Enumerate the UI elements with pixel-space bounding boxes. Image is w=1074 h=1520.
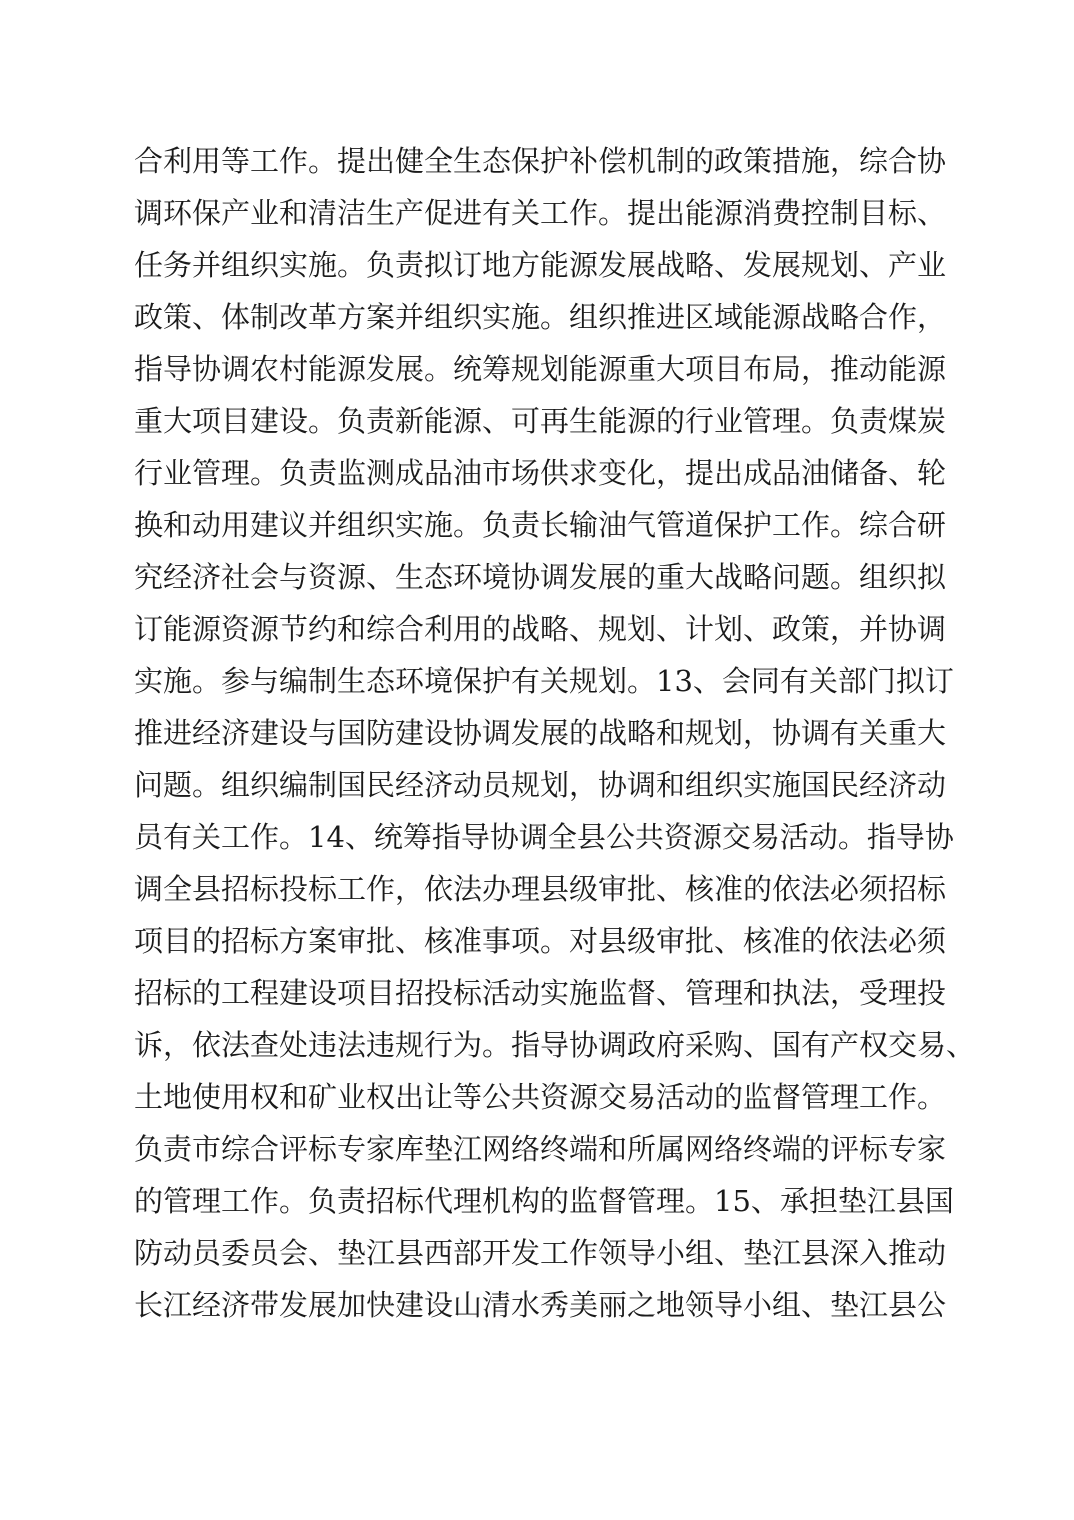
text-line: 究经济社会与资源、生态环境协调发展的重大战略问题。组织拟 bbox=[134, 560, 947, 594]
text-line: 负责市综合评标专家库垫江网络终端和所属网络终端的评标专家 bbox=[134, 1132, 947, 1166]
text-line: 调环保产业和清洁生产促进有关工作。提出能源消费控制目标、 bbox=[134, 196, 947, 230]
text-line: 换和动用建议并组织实施。负责长输油气管道保护工作。综合研 bbox=[134, 508, 947, 542]
text-line: 调全县招标投标工作，依法办理县级审批、核准的依法必须招标 bbox=[134, 872, 947, 906]
text-line: 政策、体制改革方案并组织实施。组织推进区域能源战略合作， bbox=[134, 300, 947, 334]
text-line: 土地使用权和矿业权出让等公共资源交易活动的监督管理工作。 bbox=[134, 1080, 947, 1114]
text-line: 推进经济建设与国防建设协调发展的战略和规划，协调有关重大 bbox=[134, 716, 947, 750]
text-line: 防动员委员会、垫江县西部开发工作领导小组、垫江县深入推动 bbox=[134, 1236, 947, 1270]
text-line: 订能源资源节约和综合利用的战略、规划、计划、政策，并协调 bbox=[134, 612, 947, 646]
text-line: 招标的工程建设项目招投标活动实施监督、管理和执法，受理投 bbox=[134, 976, 947, 1010]
text-line: 长江经济带发展加快建设山清水秀美丽之地领导小组、垫江县公 bbox=[134, 1288, 947, 1322]
text-line: 合利用等工作。提出健全生态保护补偿机制的政策措施，综合协 bbox=[134, 144, 947, 178]
text-line: 的管理工作。负责招标代理机构的监督管理。15、承担垫江县国 bbox=[134, 1184, 954, 1218]
text-line: 问题。组织编制国民经济动员规划，协调和组织实施国民经济动 bbox=[134, 768, 947, 802]
body-text bbox=[134, 135, 976, 1331]
text-line: 实施。参与编制生态环境保护有关规划。13、会同有关部门拟订 bbox=[134, 664, 954, 698]
text-line: 行业管理。负责监测成品油市场供求变化，提出成品油储备、轮 bbox=[134, 456, 947, 490]
text-line: 重大项目建设。负责新能源、可再生能源的行业管理。负责煤炭 bbox=[134, 404, 947, 438]
text-line: 任务并组织实施。负责拟订地方能源发展战略、发展规划、产业 bbox=[134, 248, 947, 282]
text-line: 员有关工作。14、统筹指导协调全县公共资源交易活动。指导协 bbox=[134, 820, 954, 854]
text-line: 项目的招标方案审批、核准事项。对县级审批、核准的依法必须 bbox=[134, 924, 947, 958]
text-line: 指导协调农村能源发展。统筹规划能源重大项目布局，推动能源 bbox=[134, 352, 947, 386]
text-line: 诉，依法查处违法违规行为。指导协调政府采购、国有产权交易、 bbox=[134, 1028, 976, 1062]
